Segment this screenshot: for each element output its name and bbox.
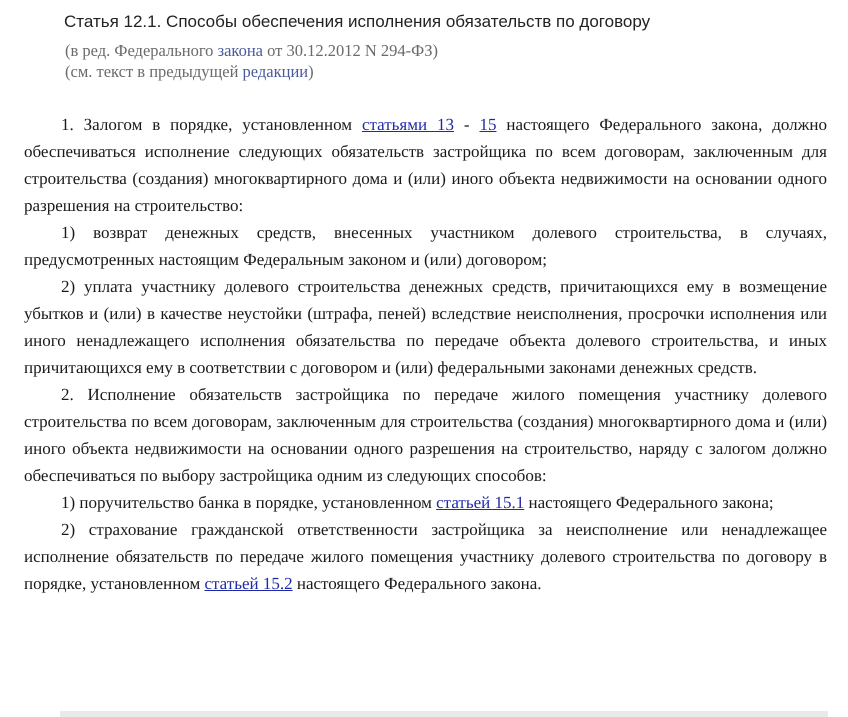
paragraph-1 <box>24 111 827 219</box>
paragraph-1-before: 1. Залогом в порядке, установленном <box>61 115 362 134</box>
paragraph-2-item-1-after: настоящего Федерального закона; <box>524 493 774 512</box>
paragraph-1-item-2: 2) уплата участнику долевого строительства денежных средств, причитающихся ему в возмещение убытков и (или) в качестве неустойки (штрафа, пеней) вследствие неисполнения, просрочки исполнения или иного ненадлежащего исполнения обязательства по передаче объекта долевого строительства, и иных причитающихся ему в соответствии с договором и (или) федеральными законами денежных средств. <box>24 277 827 377</box>
paragraph-1-item-1: 1) возврат денежных средств, внесенных участником долевого строительства, в случаях, предусмотренных настоящим Федеральным законом и (или) договором; <box>24 223 827 269</box>
paragraph-2-item-1-before: 1) поручительство банка в порядке, установленном <box>61 493 437 512</box>
previous-edition-suffix: ) <box>308 62 314 81</box>
article-15-2-link[interactable]: статьей 15.2 <box>204 574 293 593</box>
paragraph-2-item-1 <box>24 489 827 516</box>
article-title: Статья 12.1. Способы обеспечения исполнения обязательств по договору <box>64 12 651 31</box>
previous-edition-note <box>65 62 314 82</box>
bottom-divider <box>60 711 828 717</box>
paragraph-1-after: настоящего Федерального закона, должно обеспечиваться исполнение следующих обязательств застройщика по всем договорам, заключенным для строительства (создания) многоквартирного дома и (или) иного объекта недвижимости на основании одного разрешения на строительство: <box>24 115 827 215</box>
article-15-link[interactable]: 15 <box>479 115 497 134</box>
edition-note-prefix: (в ред. Федерального <box>65 41 218 60</box>
paragraph-2-item-2-after: настоящего Федерального закона. <box>292 574 542 593</box>
paragraph-1-dash: - <box>454 115 480 134</box>
previous-edition-link[interactable]: редакции <box>242 62 309 81</box>
paragraph-2-item-2-before: 2) страхование гражданской ответственности застройщика за неисполнение или ненадлежащее исполнение обязательств по передаче жилого помещения участнику долевого строительства по договору в порядке, установленном <box>24 520 827 593</box>
previous-edition-prefix: (см. текст в предыдущей <box>65 62 243 81</box>
paragraph-2-item-2 <box>24 516 827 597</box>
edition-note-suffix: от 30.12.2012 N 294-ФЗ) <box>263 41 438 60</box>
law-link[interactable]: закона <box>217 41 263 60</box>
article-body <box>24 111 827 597</box>
article-15-1-link[interactable]: статьей 15.1 <box>436 493 525 512</box>
paragraph-2: 2. Исполнение обязательств застройщика по передаче жилого помещения участнику долевого строительства по всем договорам, заключенным для строительства (создания) многоквартирного дома и (или) иного объекта недвижимости на основании одного разрешения на строительство, наряду с залогом должно обеспечиваться по выбору застройщика одним из следующих способов: <box>24 385 827 485</box>
articles-13-link[interactable]: статьями 13 <box>361 115 454 134</box>
edition-note <box>65 41 438 61</box>
